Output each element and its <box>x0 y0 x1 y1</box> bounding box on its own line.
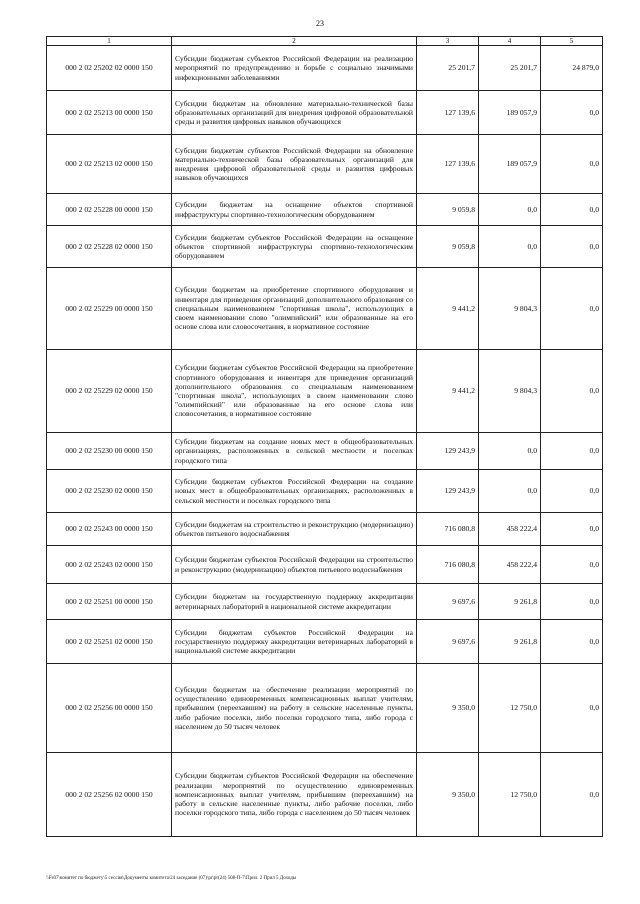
value-2025-cell: 0,0 <box>541 620 603 664</box>
value-2025-cell: 0,0 <box>541 433 603 470</box>
column-header: 2 <box>172 37 417 46</box>
code-cell: 000 2 02 25256 00 0000 150 <box>47 664 172 753</box>
value-2023-cell: 9 350,0 <box>417 664 479 753</box>
value-2025-cell: 0,0 <box>541 350 603 433</box>
code-cell: 000 2 02 25230 00 0000 150 <box>47 433 172 470</box>
value-2023-cell: 9 697,6 <box>417 584 479 620</box>
description-cell: Субсидии бюджетам субъектов Российской Федерации на государственную поддержку аккредитации ветеринарных лабораторий в национальной системе аккредитации <box>172 620 417 664</box>
value-2024-cell: 0,0 <box>479 470 541 513</box>
code-cell: 000 2 02 25228 02 0000 150 <box>47 226 172 268</box>
value-2024-cell: 189 057,9 <box>479 91 541 135</box>
value-2024-cell: 9 804,3 <box>479 350 541 433</box>
value-2023-cell: 25 201,7 <box>417 46 479 91</box>
value-2023-cell: 9 441,2 <box>417 268 479 350</box>
value-2023-cell: 9 059,8 <box>417 194 479 226</box>
value-2025-cell: 0,0 <box>541 91 603 135</box>
code-cell: 000 2 02 25229 00 0000 150 <box>47 268 172 350</box>
table-row <box>47 350 603 433</box>
value-2024-cell: 12 750,0 <box>479 664 541 753</box>
description-cell: Субсидии бюджетам субъектов Российской Федерации на реализацию мероприятий по предупреждению и борьбе с социально значимыми инфекционными заболеваниями <box>172 46 417 91</box>
description-cell: Субсидии бюджетам на строительство и реконструкцию (модернизацию) объектов питьевого водоснабжения <box>172 513 417 546</box>
value-2024-cell: 458 222,4 <box>479 513 541 546</box>
value-2025-cell: 0,0 <box>541 470 603 513</box>
value-2023-cell: 129 243,9 <box>417 470 479 513</box>
value-2025-cell: 0,0 <box>541 513 603 546</box>
table-row <box>47 546 603 584</box>
value-2024-cell: 458 222,4 <box>479 546 541 584</box>
value-2023-cell: 9 059,8 <box>417 226 479 268</box>
value-2025-cell: 0,0 <box>541 584 603 620</box>
code-cell: 000 2 02 25251 02 0000 150 <box>47 620 172 664</box>
value-2023-cell: 9 441,2 <box>417 350 479 433</box>
value-2024-cell: 12 750,0 <box>479 753 541 837</box>
page-number: 23 <box>316 19 324 28</box>
value-2024-cell: 0,0 <box>479 433 541 470</box>
code-cell: 000 2 02 25213 00 0000 150 <box>47 91 172 135</box>
value-2025-cell: 0,0 <box>541 546 603 584</box>
value-2025-cell: 0,0 <box>541 226 603 268</box>
value-2023-cell: 127 139,6 <box>417 135 479 194</box>
value-2023-cell: 9 697,6 <box>417 620 479 664</box>
table-header-row <box>47 37 603 46</box>
description-cell: Субсидии бюджетам на обновление материально-технической базы образовательных организаций для внедрения цифровой образовательной среды и развития цифровых навыков обучающихся <box>172 91 417 135</box>
value-2024-cell: 0,0 <box>479 194 541 226</box>
table-row <box>47 753 603 837</box>
table-row <box>47 620 603 664</box>
value-2025-cell: 24 879,0 <box>541 46 603 91</box>
code-cell: 000 2 02 25202 02 0000 150 <box>47 46 172 91</box>
code-cell: 000 2 02 25213 02 0000 150 <box>47 135 172 194</box>
value-2025-cell: 0,0 <box>541 268 603 350</box>
table-row <box>47 433 603 470</box>
column-header: 5 <box>541 37 603 46</box>
description-cell: Субсидии бюджетам субъектов Российской Федерации на создание новых мест в общеобразовательных организациях, расположенных в сельской местности и поселках городского типа <box>172 470 417 513</box>
value-2025-cell: 0,0 <box>541 194 603 226</box>
description-cell: Субсидии бюджетам на обеспечение реализации мероприятий по осуществлению единовременных компенсационных выплат учителям, прибывшим (переехавшим) на работу в сельские населенные пункты, либо рабочие поселки, либо поселки городского типа, либо города с населением до 50 тысяч человек <box>172 664 417 753</box>
description-cell: Субсидии бюджетам субъектов Российской Федерации на оснащение объектов спортивной инфраструктуры спортивно-технологическим оборудованием <box>172 226 417 268</box>
table-row <box>47 584 603 620</box>
code-cell: 000 2 02 25228 00 0000 150 <box>47 194 172 226</box>
value-2024-cell: 25 201,7 <box>479 46 541 91</box>
description-cell: Субсидии бюджетам на создание новых мест в общеобразовательных организациях, расположенных в сельской местности и поселках городского типа <box>172 433 417 470</box>
value-2024-cell: 0,0 <box>479 226 541 268</box>
description-cell: Субсидии бюджетам на государственную поддержку аккредитации ветеринарных лабораторий в национальной системе аккредитации <box>172 584 417 620</box>
value-2024-cell: 9 261,8 <box>479 584 541 620</box>
table-row <box>47 194 603 226</box>
code-cell: 000 2 02 25243 02 0000 150 <box>47 546 172 584</box>
value-2023-cell: 129 243,9 <box>417 433 479 470</box>
column-header: 4 <box>479 37 541 46</box>
value-2025-cell: 0,0 <box>541 753 603 837</box>
value-2025-cell: 0,0 <box>541 135 603 194</box>
table-row <box>47 664 603 753</box>
column-header: 3 <box>417 37 479 46</box>
code-cell: 000 2 02 25256 02 0000 150 <box>47 753 172 837</box>
column-header: 1 <box>47 37 172 46</box>
table-row <box>47 135 603 194</box>
value-2023-cell: 716 080,8 <box>417 546 479 584</box>
value-2023-cell: 9 350,0 <box>417 753 479 837</box>
value-2023-cell: 127 139,6 <box>417 91 479 135</box>
value-2024-cell: 9 261,8 <box>479 620 541 664</box>
table-row <box>47 46 603 91</box>
table-row <box>47 268 603 350</box>
file-path-footer: \\Fs07\комитет по бюджету\5 сессия\Документы комитета\24 заседание (07)\pr\pr(24) 508-П-7\Прил. 2 Прил 5 Доходы <box>46 876 297 881</box>
value-2023-cell: 716 080,8 <box>417 513 479 546</box>
table-row <box>47 513 603 546</box>
value-2024-cell: 189 057,9 <box>479 135 541 194</box>
table-row <box>47 91 603 135</box>
description-cell: Субсидии бюджетам субъектов Российской Федерации на обеспечение реализации мероприятий по осуществлению единовременных компенсационных выплат учителям, прибывшим (переехавшим) на работу в сельские населенные пункты, либо рабочие поселки, либо поселки городского типа, либо города с населением до 50 тысяч человек <box>172 753 417 837</box>
code-cell: 000 2 02 25251 00 0000 150 <box>47 584 172 620</box>
description-cell: Субсидии бюджетам субъектов Российской Федерации на обновление материально-технической базы образовательных организаций для внедрения цифровой образовательной среды и развития цифровых навыков обучающихся <box>172 135 417 194</box>
code-cell: 000 2 02 25230 02 0000 150 <box>47 470 172 513</box>
table-row <box>47 470 603 513</box>
table-row <box>47 226 603 268</box>
description-cell: Субсидии бюджетам субъектов Российской Федерации на приобретение спортивного оборудования и инвентаря для приведения организаций дополнительного образования со специальным наименованием "спортивная школа", использующих в своем наименовании слово "олимпийский" или образованные на его основе слова или словосочетания, в нормативное состояние <box>172 350 417 433</box>
value-2025-cell: 0,0 <box>541 664 603 753</box>
code-cell: 000 2 02 25243 00 0000 150 <box>47 513 172 546</box>
description-cell: Субсидии бюджетам субъектов Российской Федерации на строительство и реконструкцию (модернизацию) объектов питьевого водоснабжения <box>172 546 417 584</box>
revenue-table <box>46 36 603 837</box>
description-cell: Субсидии бюджетам на приобретение спортивного оборудования и инвентаря для приведения организаций дополнительного образования со специальным наименованием "спортивная школа", использующих в своем наименовании слово "олимпийский" или образованные на его основе слова или словосочетания, в нормативное состояние <box>172 268 417 350</box>
code-cell: 000 2 02 25229 02 0000 150 <box>47 350 172 433</box>
description-cell: Субсидии бюджетам на оснащение объектов спортивной инфраструктуры спортивно-технологическим оборудованием <box>172 194 417 226</box>
value-2024-cell: 9 804,3 <box>479 268 541 350</box>
